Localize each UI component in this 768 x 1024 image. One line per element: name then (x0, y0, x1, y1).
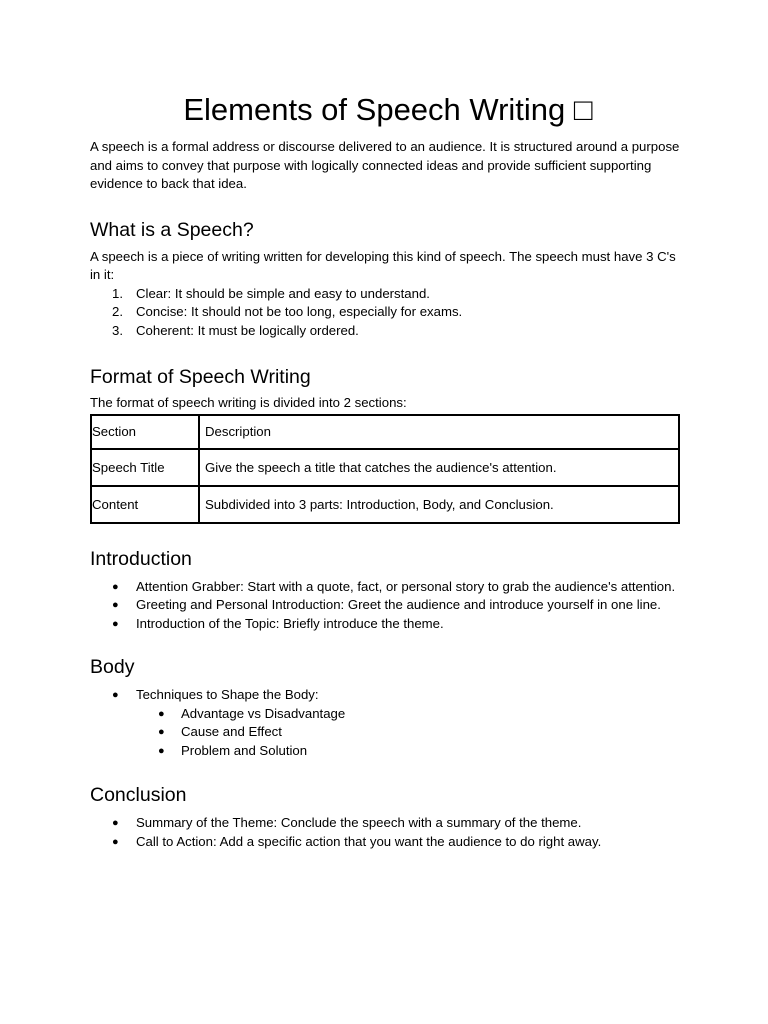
bullet-icon: ● (158, 744, 165, 757)
heading-conclusion: Conclusion (90, 784, 187, 806)
list-item-text: Attention Grabber: Start with a quote, fact, or personal story to grab the audience's attention. (136, 578, 676, 594)
sublist-item-text: Cause and Effect (181, 724, 282, 739)
list-item-text: Concise: It should not be too long, especially for exams. (136, 304, 463, 319)
list-item-text: Summary of the Theme: Conclude the speech with a summary of the theme. (136, 815, 582, 830)
list-item (90, 303, 680, 322)
document-page (90, 90, 680, 851)
list-number: 2. (112, 304, 123, 319)
list-item-text: Introduction of the Topic: Briefly introduce the theme. (136, 615, 444, 631)
table-cell: Subdivided into 3 parts: Introduction, Body, and Conclusion. (199, 486, 679, 523)
table-header-cell: Description (199, 415, 679, 449)
list-item (90, 578, 680, 597)
list-item (90, 596, 680, 615)
format-table (90, 414, 680, 524)
list-item-text: Techniques to Shape the Body: (136, 687, 319, 702)
introduction-list (90, 578, 680, 634)
format-paragraph: The format of speech writing is divided into 2 sections: (90, 395, 407, 410)
sublist-item (136, 723, 680, 742)
table-cell: Give the speech a title that catches the audience's attention. (199, 449, 679, 486)
sublist-item (136, 742, 680, 761)
list-item (90, 686, 680, 760)
bullet-icon: ● (112, 817, 119, 829)
list-item-text: Coherent: It must be logically ordered. (136, 322, 359, 338)
sublist-item-text: Problem and Solution (181, 742, 308, 758)
what-is-paragraph: A speech is a piece of writing written for developing this kind of speech. The speech must have 3 C's in it: (90, 248, 676, 282)
table-row (91, 449, 679, 486)
body-sublist (136, 705, 680, 761)
conclusion-list (90, 814, 680, 851)
bullet-icon: ● (112, 617, 119, 630)
table-header-cell: Section (91, 415, 199, 449)
three-cs-list (90, 285, 680, 341)
list-item (90, 285, 680, 304)
table-header-row (91, 415, 679, 449)
bullet-icon: ● (158, 726, 165, 738)
list-number: 3. (112, 322, 123, 338)
list-item-text: Call to Action: Add a specific action that you want the audience to do right away. (136, 833, 602, 849)
list-item (90, 814, 680, 833)
table-cell: Speech Title (91, 449, 199, 486)
list-item (90, 833, 680, 852)
bullet-icon: ● (112, 599, 119, 611)
bullet-icon: ● (112, 835, 119, 848)
document-title: Elements of Speech Writing □ (183, 92, 593, 127)
heading-what-is-speech: What is a Speech? (90, 218, 254, 241)
intro-paragraph: A speech is a formal address or discourse delivered to an audience. It is structured around a purpose and aims to convey that purpose with logically connected ideas and provide sufficient supporting evidence to back that idea. (90, 139, 680, 191)
bullet-icon: ● (112, 689, 119, 701)
table-row (91, 486, 679, 523)
list-item-text: Clear: It should be simple and easy to understand. (136, 285, 430, 301)
heading-format: Format of Speech Writing (90, 366, 311, 388)
list-item (90, 322, 680, 341)
sublist-item-text: Advantage vs Disadvantage (181, 705, 346, 721)
bullet-icon: ● (112, 580, 119, 593)
bullet-icon: ● (158, 707, 165, 720)
list-item-text: Greeting and Personal Introduction: Greet the audience and introduce yourself in one line. (136, 597, 661, 612)
sublist-item (136, 705, 680, 724)
body-list (90, 686, 680, 760)
table-cell: Content (91, 486, 199, 523)
heading-introduction: Introduction (90, 547, 192, 570)
list-number: 1. (112, 285, 123, 301)
heading-body: Body (90, 656, 135, 678)
list-item (90, 615, 680, 634)
